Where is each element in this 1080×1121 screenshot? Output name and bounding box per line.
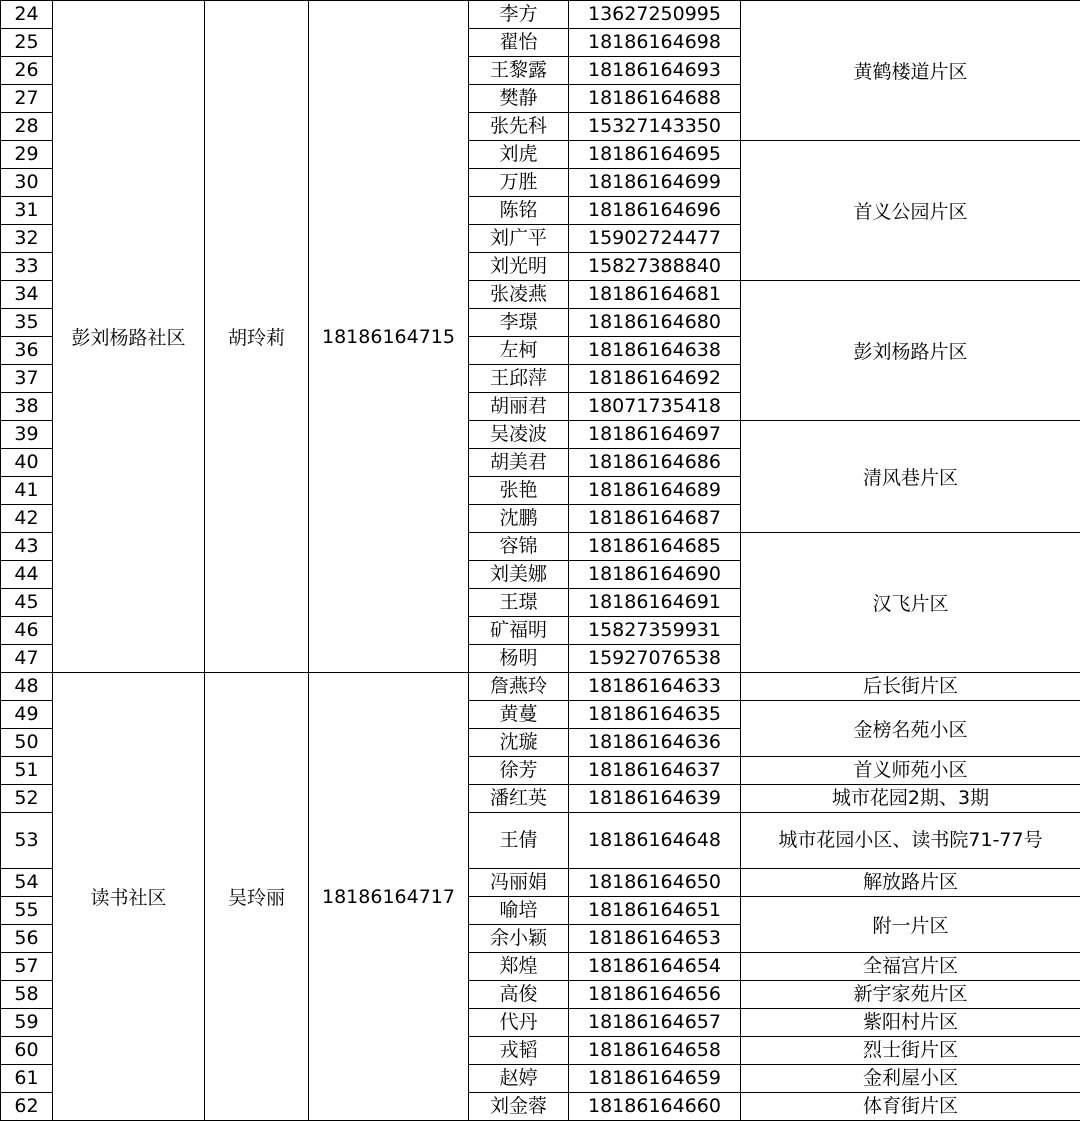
member-name-cell: 万胜 (469, 169, 569, 197)
member-name-cell: 冯丽娟 (469, 869, 569, 897)
member-phone-cell: 18186164686 (569, 449, 741, 477)
member-name-cell: 余小颖 (469, 925, 569, 953)
table-body (1, 1, 1080, 1121)
member-name-cell: 李璟 (469, 309, 569, 337)
zone-cell: 后长街片区 (741, 673, 1080, 701)
zone-cell: 体育街片区 (741, 1093, 1080, 1121)
member-name-cell: 胡美君 (469, 449, 569, 477)
leader-phone-cell: 18186164717 (309, 673, 469, 1121)
member-phone-cell: 18186164685 (569, 533, 741, 561)
row-number-cell: 31 (1, 197, 53, 225)
zone-cell: 烈士街片区 (741, 1037, 1080, 1065)
zone-cell: 新宇家苑片区 (741, 981, 1080, 1009)
zone-cell: 全福宫片区 (741, 953, 1080, 981)
row-number-cell: 62 (1, 1093, 53, 1121)
zone-cell: 金榜名苑小区 (741, 701, 1080, 757)
row-number-cell: 24 (1, 1, 53, 29)
member-name-cell: 王璟 (469, 589, 569, 617)
member-phone-cell: 15827359931 (569, 617, 741, 645)
row-number-cell: 55 (1, 897, 53, 925)
row-number-cell: 36 (1, 337, 53, 365)
member-phone-cell: 18186164697 (569, 421, 741, 449)
member-phone-cell: 18186164695 (569, 141, 741, 169)
zone-cell: 紫阳村片区 (741, 1009, 1080, 1037)
member-phone-cell: 18186164691 (569, 589, 741, 617)
member-name-cell: 翟怡 (469, 29, 569, 57)
member-name-cell: 樊静 (469, 85, 569, 113)
zone-cell: 黄鹤楼道片区 (741, 1, 1080, 141)
zone-cell: 首义公园片区 (741, 141, 1080, 281)
member-name-cell: 杨明 (469, 645, 569, 673)
member-phone-cell: 18186164654 (569, 953, 741, 981)
member-name-cell: 喻培 (469, 897, 569, 925)
member-phone-cell: 18186164689 (569, 477, 741, 505)
row-number-cell: 59 (1, 1009, 53, 1037)
member-name-cell: 戎韬 (469, 1037, 569, 1065)
member-phone-cell: 15827388840 (569, 253, 741, 281)
member-name-cell: 刘金蓉 (469, 1093, 569, 1121)
zone-cell: 城市花园小区、读书院71-77号 (741, 813, 1080, 869)
member-name-cell: 郑煌 (469, 953, 569, 981)
member-phone-cell: 18186164659 (569, 1065, 741, 1093)
member-phone-cell: 18186164687 (569, 505, 741, 533)
row-number-cell: 58 (1, 981, 53, 1009)
zone-cell: 清风巷片区 (741, 421, 1080, 533)
member-phone-cell: 18186164680 (569, 309, 741, 337)
row-number-cell: 42 (1, 505, 53, 533)
member-phone-cell: 18186164658 (569, 1037, 741, 1065)
leader-name-cell: 胡玲莉 (205, 1, 309, 673)
member-phone-cell: 15927076538 (569, 645, 741, 673)
member-name-cell: 赵婷 (469, 1065, 569, 1093)
member-phone-cell: 18186164637 (569, 757, 741, 785)
row-number-cell: 26 (1, 57, 53, 85)
member-name-cell: 詹燕玲 (469, 673, 569, 701)
member-phone-cell: 13627250995 (569, 1, 741, 29)
zone-cell: 城市花园2期、3期 (741, 785, 1080, 813)
zone-cell: 解放路片区 (741, 869, 1080, 897)
row-number-cell: 33 (1, 253, 53, 281)
member-name-cell: 高俊 (469, 981, 569, 1009)
member-phone-cell: 15902724477 (569, 225, 741, 253)
member-name-cell: 张艳 (469, 477, 569, 505)
row-number-cell: 28 (1, 113, 53, 141)
row-number-cell: 40 (1, 449, 53, 477)
member-phone-cell: 18186164636 (569, 729, 741, 757)
member-name-cell: 代丹 (469, 1009, 569, 1037)
row-number-cell: 52 (1, 785, 53, 813)
member-name-cell: 王倩 (469, 813, 569, 869)
row-number-cell: 38 (1, 393, 53, 421)
row-number-cell: 47 (1, 645, 53, 673)
row-number-cell: 43 (1, 533, 53, 561)
member-name-cell: 刘虎 (469, 141, 569, 169)
member-name-cell: 容锦 (469, 533, 569, 561)
member-phone-cell: 18186164693 (569, 57, 741, 85)
member-name-cell: 矿福明 (469, 617, 569, 645)
member-phone-cell: 18186164698 (569, 29, 741, 57)
row-number-cell: 56 (1, 925, 53, 953)
member-phone-cell: 18186164639 (569, 785, 741, 813)
row-number-cell: 37 (1, 365, 53, 393)
member-phone-cell: 18186164660 (569, 1093, 741, 1121)
row-number-cell: 34 (1, 281, 53, 309)
zone-cell: 附一片区 (741, 897, 1080, 953)
zone-cell: 首义师苑小区 (741, 757, 1080, 785)
member-phone-cell: 18186164635 (569, 701, 741, 729)
member-name-cell: 陈铭 (469, 197, 569, 225)
member-phone-cell: 18186164650 (569, 869, 741, 897)
member-name-cell: 李方 (469, 1, 569, 29)
row-number-cell: 54 (1, 869, 53, 897)
member-name-cell: 刘广平 (469, 225, 569, 253)
row-number-cell: 30 (1, 169, 53, 197)
member-name-cell: 胡丽君 (469, 393, 569, 421)
member-phone-cell: 18186164633 (569, 673, 741, 701)
row-number-cell: 50 (1, 729, 53, 757)
community-cell: 读书社区 (53, 673, 205, 1121)
row-number-cell: 61 (1, 1065, 53, 1093)
zone-cell: 彭刘杨路片区 (741, 281, 1080, 421)
table-row (1, 673, 1080, 701)
member-phone-cell: 18186164692 (569, 365, 741, 393)
table-row (1, 1, 1080, 29)
member-name-cell: 潘红英 (469, 785, 569, 813)
member-name-cell: 张先科 (469, 113, 569, 141)
member-phone-cell: 18186164696 (569, 197, 741, 225)
member-name-cell: 沈璇 (469, 729, 569, 757)
row-number-cell: 51 (1, 757, 53, 785)
member-phone-cell: 18186164690 (569, 561, 741, 589)
member-phone-cell: 15327143350 (569, 113, 741, 141)
row-number-cell: 57 (1, 953, 53, 981)
row-number-cell: 45 (1, 589, 53, 617)
row-number-cell: 39 (1, 421, 53, 449)
member-phone-cell: 18186164699 (569, 169, 741, 197)
leader-name-cell: 吴玲丽 (205, 673, 309, 1121)
member-phone-cell: 18071735418 (569, 393, 741, 421)
member-name-cell: 徐芳 (469, 757, 569, 785)
row-number-cell: 48 (1, 673, 53, 701)
member-phone-cell: 18186164638 (569, 337, 741, 365)
member-phone-cell: 18186164651 (569, 897, 741, 925)
row-number-cell: 49 (1, 701, 53, 729)
member-name-cell: 左柯 (469, 337, 569, 365)
row-number-cell: 35 (1, 309, 53, 337)
member-name-cell: 刘美娜 (469, 561, 569, 589)
member-name-cell: 王邱萍 (469, 365, 569, 393)
member-phone-cell: 18186164653 (569, 925, 741, 953)
leader-phone-cell: 18186164715 (309, 1, 469, 673)
row-number-cell: 27 (1, 85, 53, 113)
member-name-cell: 刘光明 (469, 253, 569, 281)
row-number-cell: 44 (1, 561, 53, 589)
community-cell: 彭刘杨路社区 (53, 1, 205, 673)
row-number-cell: 53 (1, 813, 53, 869)
row-number-cell: 46 (1, 617, 53, 645)
member-phone-cell: 18186164688 (569, 85, 741, 113)
row-number-cell: 60 (1, 1037, 53, 1065)
member-name-cell: 沈鹏 (469, 505, 569, 533)
member-phone-cell: 18186164657 (569, 1009, 741, 1037)
row-number-cell: 25 (1, 29, 53, 57)
member-phone-cell: 18186164648 (569, 813, 741, 869)
member-name-cell: 黄蔓 (469, 701, 569, 729)
row-number-cell: 32 (1, 225, 53, 253)
member-name-cell: 吴凌波 (469, 421, 569, 449)
row-number-cell: 29 (1, 141, 53, 169)
zone-cell: 汉飞片区 (741, 533, 1080, 673)
member-phone-cell: 18186164681 (569, 281, 741, 309)
zone-cell: 金利屋小区 (741, 1065, 1080, 1093)
member-name-cell: 张凌燕 (469, 281, 569, 309)
member-phone-cell: 18186164656 (569, 981, 741, 1009)
member-name-cell: 王黎露 (469, 57, 569, 85)
row-number-cell: 41 (1, 477, 53, 505)
